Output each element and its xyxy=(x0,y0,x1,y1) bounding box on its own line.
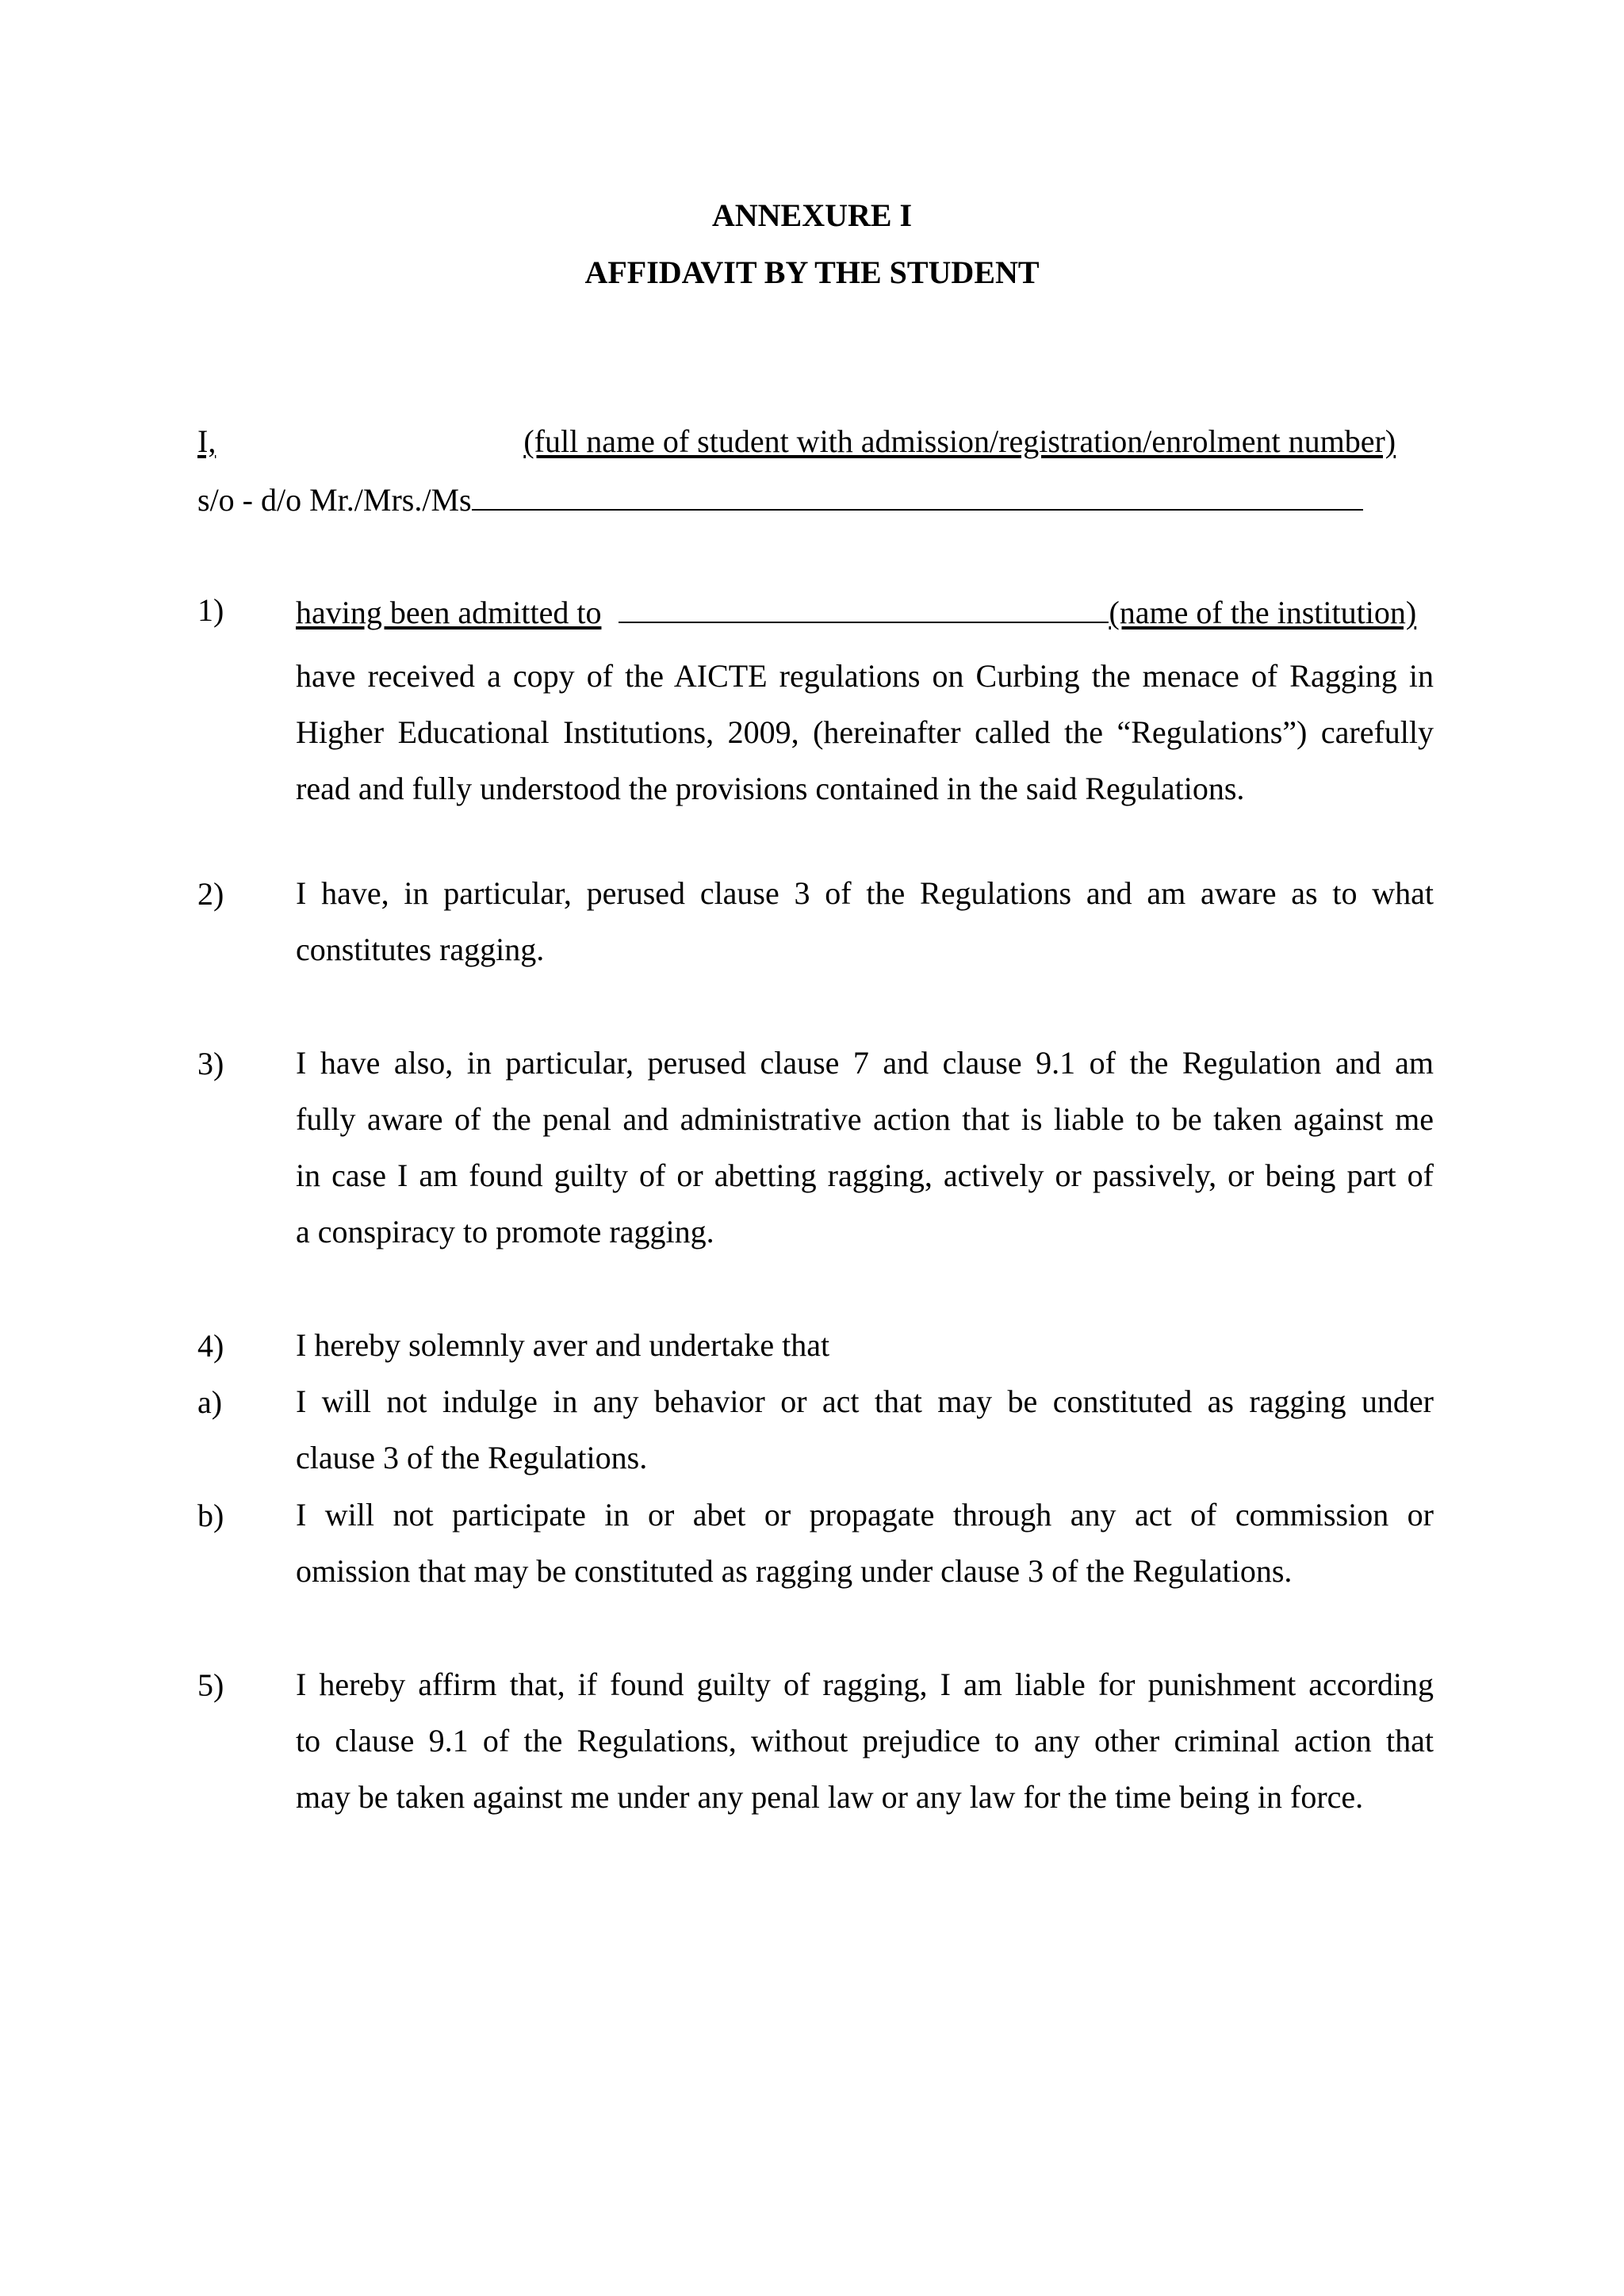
item-2-line-1: I have, in particular, perused clause 3 of the Regulations and am aware as to what xyxy=(296,875,1434,911)
institution-hint: (name of the institution) xyxy=(1109,595,1417,630)
item-1-body xyxy=(296,648,1434,817)
item-2-line-2: constitutes ragging. xyxy=(296,932,545,967)
item-a-line-1: I will not indulge in any behavior or act that may be constituted as ragging under xyxy=(296,1383,1434,1419)
item-5-line-1: I hereby affirm that, if found guilty of ragging, I am liable for punishment according xyxy=(296,1667,1434,1702)
item-1-lead: having been admitted to xyxy=(296,595,602,630)
item-b-line-2: omission that may be constituted as ragging under clause 3 of the Regulations. xyxy=(296,1553,1293,1589)
item-marker: 3) xyxy=(197,1046,224,1081)
item-4-body xyxy=(296,1317,1434,1373)
item-4-line-1: I hereby solemnly aver and undertake that xyxy=(296,1327,830,1363)
item-marker: 4) xyxy=(197,1328,224,1364)
intro-prefix: I, xyxy=(197,423,216,459)
item-marker: 2) xyxy=(197,876,224,912)
item-marker: 5) xyxy=(197,1667,224,1703)
item-3-line-4: a conspiracy to promote ragging. xyxy=(296,1214,714,1249)
item-a-body xyxy=(296,1373,1434,1486)
item-1-line-3: Higher Educational Institutions, 2009, (hereinafter called the “Regulations”) carefully xyxy=(296,714,1434,750)
item-marker: b) xyxy=(197,1498,224,1533)
item-1-line-2: have received a copy of the AICTE regulations on Curbing the menace of Ragging in xyxy=(296,658,1434,694)
item-marker: a) xyxy=(197,1384,223,1420)
item-3-line-3: in case I am found guilty of or abetting ragging, actively or passively, or being part of xyxy=(296,1158,1434,1193)
item-b-line-1: I will not participate in or abet or propagate through any act of commission or xyxy=(296,1497,1434,1533)
institution-blank[interactable] xyxy=(619,591,1109,623)
parent-name-line xyxy=(197,479,1363,519)
item-2-body xyxy=(296,865,1434,978)
affidavit-title: AFFIDAVIT BY THE STUDENT xyxy=(584,254,1040,290)
item-3-body xyxy=(296,1035,1434,1260)
annexure-heading: ANNEXURE I xyxy=(711,197,913,233)
item-3-line-2: fully aware of the penal and administrative action that is liable to be taken against me xyxy=(296,1101,1434,1137)
parent-name-blank[interactable] xyxy=(472,479,1363,511)
item-1-line-4: read and fully understood the provisions contained in the said Regulations. xyxy=(296,771,1245,806)
item-1-first-line xyxy=(296,591,1416,632)
item-b-body xyxy=(296,1487,1434,1599)
item-5-line-3: may be taken against me under any penal law or any law for the time being in force. xyxy=(296,1779,1364,1815)
item-5-body xyxy=(296,1656,1434,1825)
student-name-blank[interactable] xyxy=(216,422,523,452)
student-name-hint: (full name of student with admission/registration/enrolment number) xyxy=(523,423,1396,459)
item-marker: 1) xyxy=(197,592,224,628)
student-name-line xyxy=(197,422,1396,461)
parent-prefix: s/o - d/o Mr./Mrs./Ms xyxy=(197,482,472,518)
item-a-line-2: clause 3 of the Regulations. xyxy=(296,1440,648,1475)
item-5-line-2: to clause 9.1 of the Regulations, without prejudice to any other criminal action that xyxy=(296,1723,1434,1758)
item-3-line-1: I have also, in particular, perused clause 7 and clause 9.1 of the Regulation and am xyxy=(296,1045,1434,1081)
